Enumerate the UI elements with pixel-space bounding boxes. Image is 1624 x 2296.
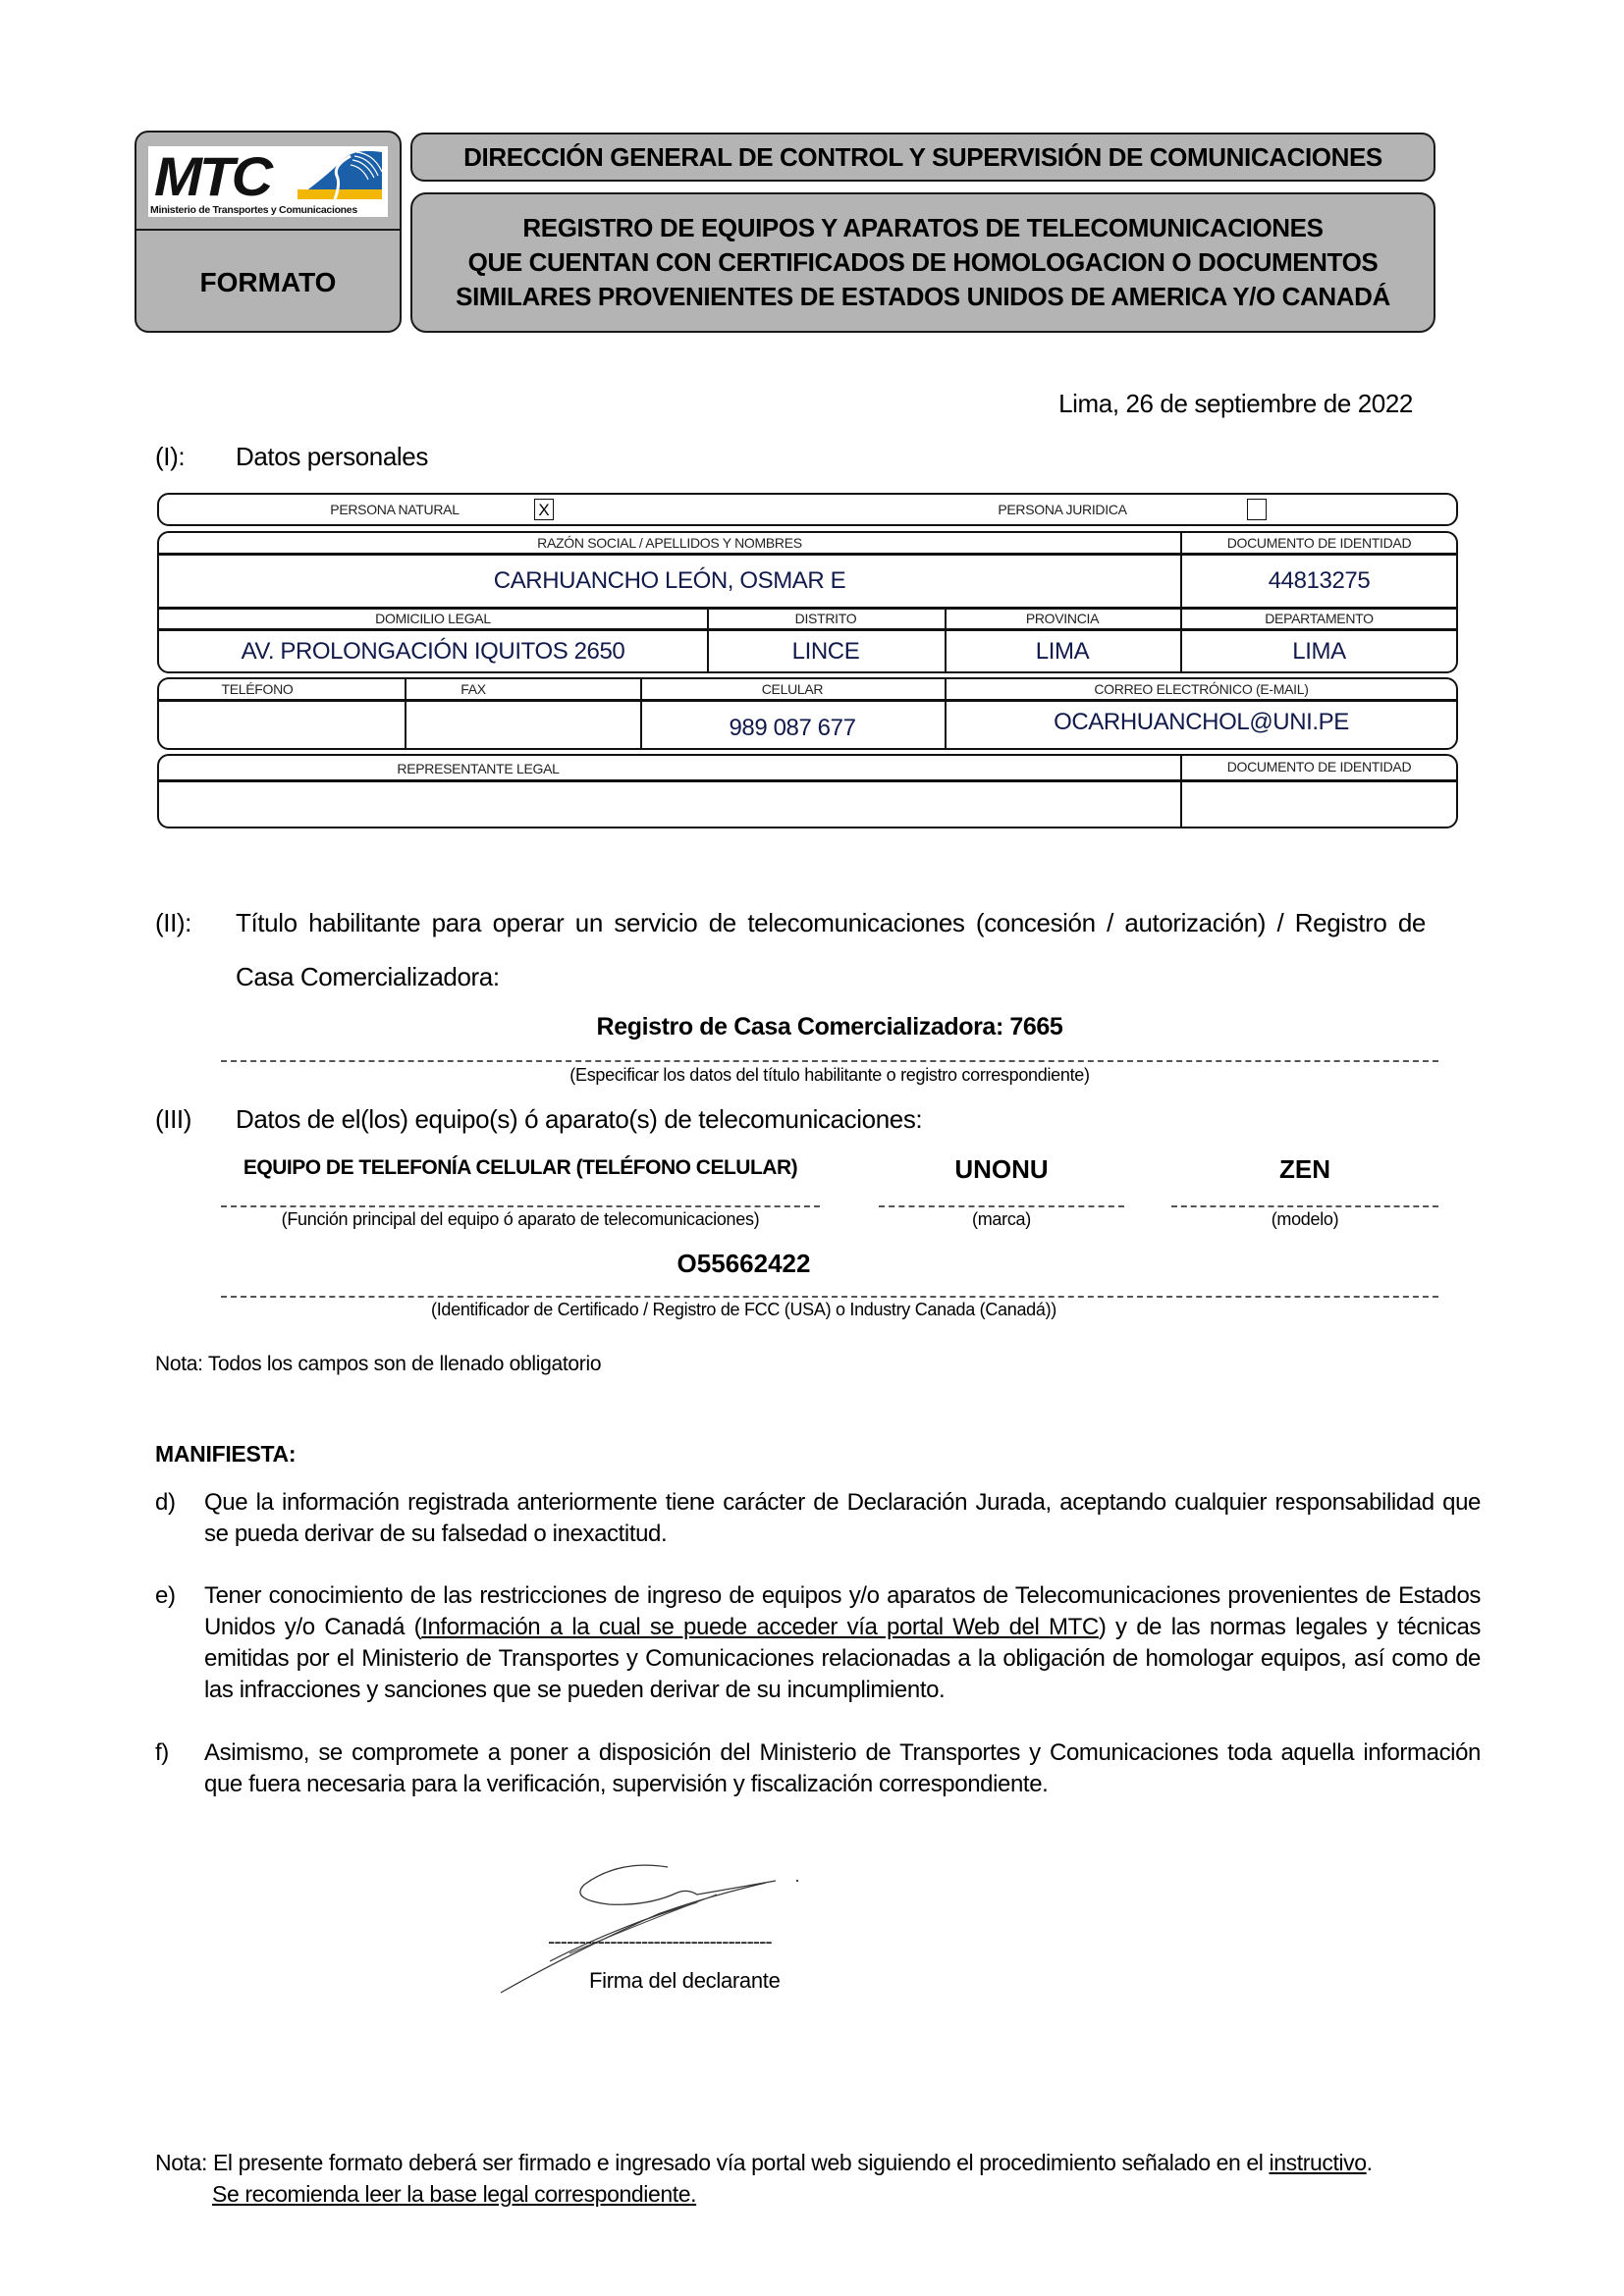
form-title-line: QUE CUENTAN CON CERTIFICADOS DE HOMOLOGACION O DOCUMENTOS — [467, 247, 1379, 277]
marca-field[interactable]: UNONU — [954, 1154, 1049, 1184]
section-2-title-line2: Casa Comercializadora: — [236, 962, 500, 991]
identificador-caption: (Identificador de Certificado / Registro de FCC (USA) o Industry Canada (Canadá)) — [431, 1300, 1056, 1319]
email-label: CORREO ELECTRÓNICO (E-MAIL) — [1094, 681, 1309, 697]
manifiesta-item-d: Que la información registrada anteriormente tiene carácter de Declaración Jurada, aceptando cualquier responsabilidad que se pueda derivar de su falsedad o inexactitud. — [204, 1489, 1481, 1547]
required-fields-note: Nota: Todos los campos son de llenado obligatorio — [155, 1353, 602, 1375]
document-date: Lima, 26 de septiembre de 2022 — [1058, 389, 1413, 418]
manifiesta-item-e: Tener conocimiento de las restricciones de ingreso de equipos y/o aparatos de Telecomunicaciones provenientes de Estados Unidos y/o Canadá (Información a la cual se puede acceder vía portal Web del MTC) y de las normas legales y técnicas emitidas por el Ministerio de Transportes y Comunicaciones relacionadas a la obligación de homologar equipos, así como de las infracciones y sanciones que se pueden derivar de su incumplimiento. — [204, 1582, 1481, 1703]
titulo-habilitante-caption: (Especificar los datos del título habilitante o registro correspondiente) — [569, 1065, 1090, 1085]
section-3-number: (III) — [155, 1104, 191, 1134]
departamento-field[interactable]: LIMA — [1292, 638, 1346, 665]
logo-acronym: MTC — [154, 145, 270, 207]
fax-field[interactable] — [405, 701, 640, 748]
footer-note: Nota: El presente formato deberá ser firmado e ingresado vía portal web siguiendo el procedimiento señalado en el instructivo. — [155, 2150, 1373, 2175]
header-logo-box — [135, 131, 402, 333]
razon-social-label: RAZÓN SOCIAL / APELLIDOS Y NOMBRES — [537, 535, 802, 551]
format-label: FORMATO — [199, 267, 337, 297]
email-field[interactable]: OCARHUANCHOL@UNI.PE — [1054, 709, 1349, 735]
logo-ministry-name: Ministerio de Transportes y Comunicaciones — [150, 204, 357, 216]
persona-juridica-label: PERSONA JURIDICA — [998, 502, 1127, 517]
manifiesta-title: MANIFIESTA: — [155, 1441, 297, 1467]
section-1-number: (I): — [155, 442, 186, 471]
persona-juridica-checkbox[interactable] — [1247, 499, 1267, 520]
rep-documento-field[interactable] — [1180, 781, 1458, 827]
documento-identidad-field[interactable]: 44813275 — [1268, 566, 1371, 594]
celular-label: CELULAR — [761, 681, 824, 697]
signature-line: ------------------------------------ — [548, 1929, 772, 1953]
form-title — [410, 192, 1435, 333]
representante-field[interactable] — [159, 781, 1180, 827]
distrito-field[interactable]: LINCE — [791, 638, 860, 665]
persona-type-row — [157, 493, 1458, 526]
persona-natural-label: PERSONA NATURAL — [330, 502, 460, 517]
form-title-line: SIMILARES PROVENIENTES DE ESTADOS UNIDOS DE AMERICA Y/O CANADÁ — [456, 282, 1390, 311]
modelo-caption: (modelo) — [1271, 1209, 1339, 1229]
celular-field[interactable]: 989 087 677 — [729, 715, 856, 741]
modelo-field[interactable]: ZEN — [1279, 1154, 1330, 1184]
signature-label: Firma del declarante — [589, 1968, 781, 1993]
section-2-number: (II): — [155, 908, 191, 937]
provincia-label: PROVINCIA — [1025, 611, 1100, 626]
documento-identidad-label: DOCUMENTO DE IDENTIDAD — [1226, 535, 1412, 551]
legal-representative-table — [157, 754, 1458, 828]
contact-table — [157, 677, 1458, 750]
rep-documento-label: DOCUMENTO DE IDENTIDAD — [1226, 759, 1412, 774]
domicilio-field[interactable]: AV. PROLONGACIÓN IQUITOS 2650 — [241, 638, 625, 665]
mtc-road-waves-icon — [296, 148, 386, 203]
item-letter-d: d) — [155, 1489, 176, 1516]
razon-social-field[interactable]: CARHUANCHO LEÓN, OSMAR E — [493, 566, 846, 594]
mtc-logo — [148, 146, 388, 217]
directorate-title: DIRECCIÓN GENERAL DE CONTROL Y SUPERVISIÓN DE COMUNICACIONES — [410, 133, 1435, 182]
section-3-title: Datos de el(los) equipo(s) ó aparato(s) de telecomunicaciones: — [236, 1104, 923, 1134]
telefono-field[interactable] — [159, 701, 405, 748]
persona-natural-checkbox[interactable]: X — [534, 499, 554, 520]
provincia-field[interactable]: LIMA — [1035, 638, 1090, 665]
identificador-field[interactable]: O55662422 — [677, 1249, 811, 1278]
representante-label: REPRESENTANTE LEGAL — [397, 761, 560, 776]
departamento-label: DEPARTAMENTO — [1265, 611, 1374, 626]
instructivo-link[interactable]: instructivo — [1269, 2150, 1367, 2175]
manifiesta-item-f: Asimismo, se compromete a poner a disposición del Ministerio de Transportes y Comunicaciones toda aquella información que fuera necesaria para la verificación, supervisión y fiscalización correspondiente. — [204, 1739, 1481, 1797]
base-legal-link[interactable]: Se recomienda leer la base legal correspondiente. — [212, 2181, 697, 2207]
funcion-caption: (Función principal del equipo ó aparato de telecomunicaciones) — [281, 1209, 760, 1229]
personal-data-table — [157, 531, 1458, 673]
domicilio-label: DOMICILIO LEGAL — [375, 611, 491, 626]
marca-caption: (marca) — [972, 1209, 1031, 1229]
form-title-line: REGISTRO DE EQUIPOS Y APARATOS DE TELECOMUNICACIONES — [522, 213, 1324, 242]
mtc-portal-link[interactable]: Información a la cual se puede acceder vía portal Web del MTC — [421, 1614, 1099, 1640]
fax-label: FAX — [460, 681, 486, 697]
telefono-label: TELÉFONO — [221, 681, 294, 697]
section-2-title-line1: Título habilitante para operar un servicio de telecomunicaciones (concesión / autorización) / Registro de — [236, 908, 1426, 937]
section-1-title: Datos personales — [236, 442, 428, 471]
distrito-label: DISTRITO — [794, 611, 857, 626]
item-letter-e: e) — [155, 1582, 176, 1609]
funcion-field[interactable]: EQUIPO DE TELEFONÍA CELULAR (TELÉFONO CELULAR) — [243, 1156, 798, 1179]
titulo-habilitante-field[interactable]: Registro de Casa Comercializadora: 7665 — [596, 1013, 1063, 1041]
item-letter-f: f) — [155, 1739, 169, 1766]
